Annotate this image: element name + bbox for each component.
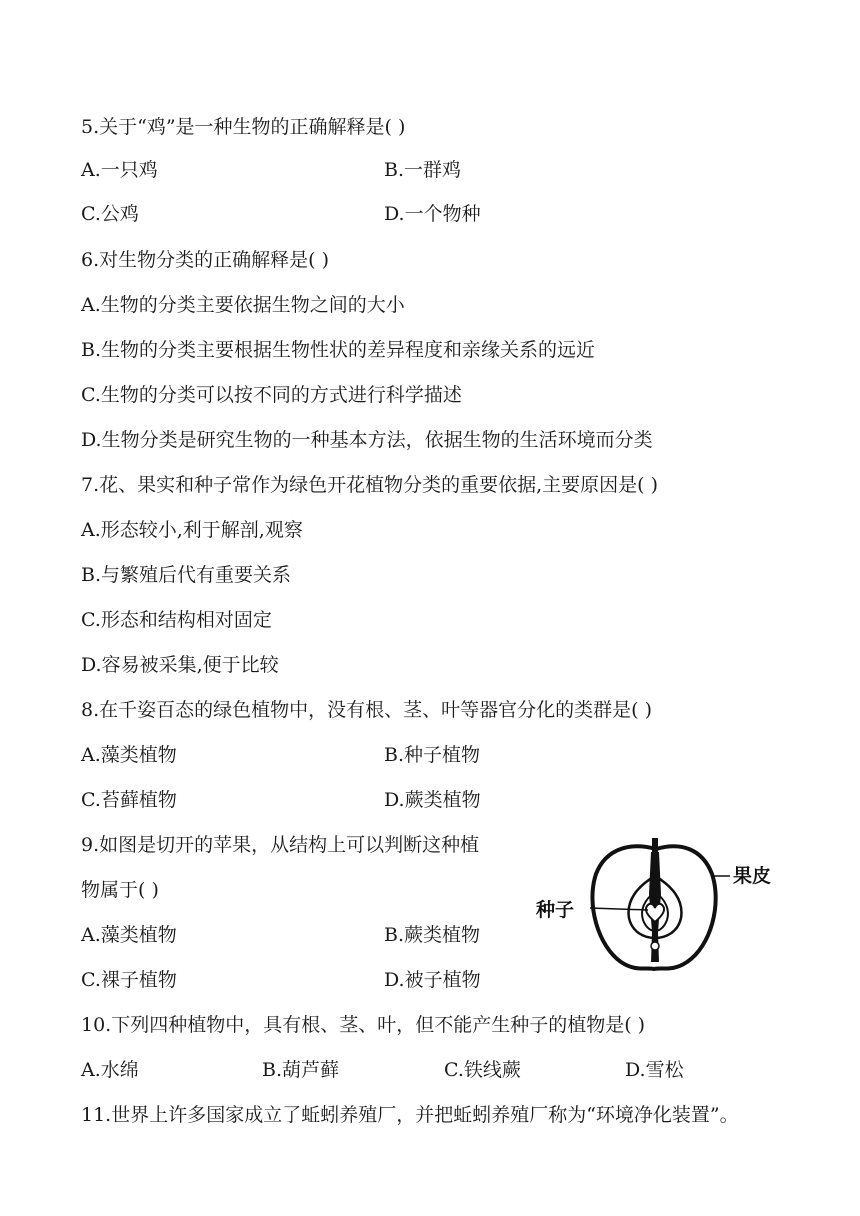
question-6-stem: 6.对生物分类的正确解释是( ): [81, 249, 329, 271]
question-8-stem: 8.在千姿百态的绿色植物中，没有根、茎、叶等器官分化的类群是( ): [81, 699, 652, 721]
question-9-option-b[interactable]: B.蕨类植物: [384, 924, 481, 946]
peel-label: 果皮: [733, 865, 772, 887]
question-5-stem: 5.关于“鸡”是一种生物的正确解释是( ): [81, 116, 406, 138]
apple-calyx: [651, 942, 659, 950]
question-7-option-d[interactable]: D.容易被采集,便于比较: [81, 654, 279, 676]
question-6-option-d[interactable]: D.生物分类是研究生物的一种基本方法，依据生物的生活环境而分类: [81, 429, 653, 451]
question-5-option-a[interactable]: A.一只鸡: [81, 159, 158, 181]
question-6-option-b[interactable]: B.生物的分类主要根据生物性状的差异程度和亲缘关系的远近: [81, 339, 596, 361]
apple-cross-section-figure: [526, 834, 784, 976]
question-5-option-b[interactable]: B.一群鸡: [384, 159, 462, 181]
question-10-option-a[interactable]: A.水绵: [81, 1059, 139, 1081]
question-7-option-b[interactable]: B.与繁殖后代有重要关系: [81, 564, 292, 586]
apple-stem: [652, 838, 658, 852]
question-7-stem: 7.花、果实和种子常作为绿色开花植物分类的重要依据,主要原因是( ): [81, 474, 659, 496]
seed-label: 种子: [536, 899, 575, 921]
question-5-option-c[interactable]: C.公鸡: [81, 203, 139, 225]
question-9-stem-line2: 物属于( ): [81, 879, 159, 901]
question-6-option-c[interactable]: C.生物的分类可以按不同的方式进行科学描述: [81, 384, 462, 406]
question-7-option-a[interactable]: A.形态较小,利于解剖,观察: [81, 519, 303, 541]
question-10-option-b[interactable]: B.葫芦藓: [262, 1059, 340, 1081]
question-8-option-c[interactable]: C.苔藓植物: [81, 789, 177, 811]
question-10-option-c[interactable]: C.铁线蕨: [444, 1059, 521, 1081]
question-9-option-d[interactable]: D.被子植物: [384, 969, 481, 991]
question-10-stem: 10.下列四种植物中，具有根、茎、叶，但不能产生种子的植物是( ): [81, 1014, 646, 1036]
question-9-option-c[interactable]: C.裸子植物: [81, 969, 177, 991]
question-9-option-a[interactable]: A.藻类植物: [81, 924, 177, 946]
question-8-option-a[interactable]: A.藻类植物: [81, 744, 177, 766]
apple-diagram: [526, 834, 784, 976]
question-6-option-a[interactable]: A.生物的分类主要依据生物之间的大小: [81, 294, 405, 316]
question-8-option-b[interactable]: B.种子植物: [384, 744, 481, 766]
question-9-stem-line1: 9.如图是切开的苹果，从结构上可以判断这种植: [81, 834, 480, 856]
question-7-option-c[interactable]: C.形态和结构相对固定: [81, 609, 272, 631]
question-11-stem: 11.世界上许多国家成立了蚯蚓养殖厂，并把蚯蚓养殖厂称为“环境净化装置”。: [81, 1104, 739, 1126]
seed-leader-line: [590, 908, 648, 910]
question-10-option-d[interactable]: D.雪松: [625, 1059, 684, 1081]
question-8-option-d[interactable]: D.蕨类植物: [384, 789, 481, 811]
question-5-option-d[interactable]: D.一个物种: [384, 203, 481, 225]
apple-seed: [646, 904, 664, 922]
